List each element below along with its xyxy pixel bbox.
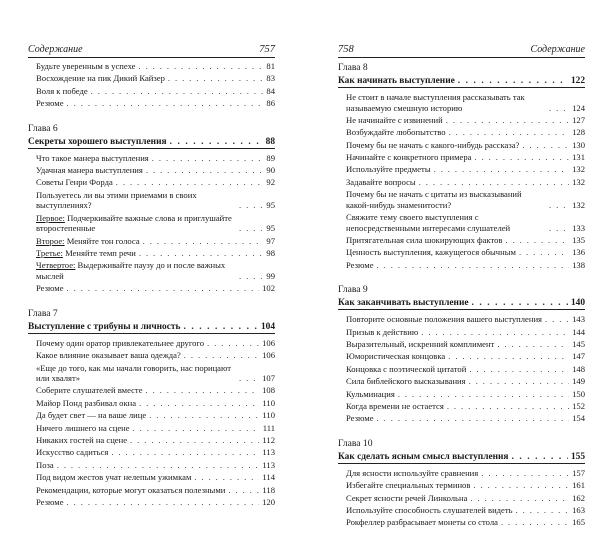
toc-entry [338, 517, 585, 528]
chapter-label: Глава 7 [28, 307, 58, 319]
toc-entry [28, 447, 275, 458]
toc-entry-page: 95 [266, 223, 275, 234]
dot-leader [228, 485, 259, 496]
toc-entry-title: Не начинайте с извинений [346, 114, 443, 125]
chapter-title [28, 322, 275, 334]
toc-entry [28, 165, 275, 176]
dot-leader [421, 327, 569, 338]
toc-entry [338, 468, 585, 479]
toc-entry [28, 423, 275, 434]
chapter-label: Глава 10 [338, 437, 373, 449]
toc-chapters [28, 123, 275, 508]
toc-entry [28, 98, 275, 109]
toc-entry-prefix: Четвертое: [36, 260, 76, 271]
toc-entry [338, 351, 585, 362]
toc-entry-page: 132 [572, 164, 585, 175]
toc-entry-page: 147 [572, 351, 585, 362]
toc-entry [338, 339, 585, 350]
toc-entry-page: 124 [572, 102, 585, 113]
dot-leader [481, 468, 569, 479]
toc-entry [28, 460, 275, 471]
toc-entry-title: Секрет ясности речей Линкольна [346, 492, 468, 503]
dot-leader [449, 127, 570, 138]
toc-entry-page: 81 [266, 61, 275, 71]
dot-leader [470, 493, 569, 504]
toc-entry-title: Пользуетесь ли вы этими приемами в своих выступлениях? [36, 189, 197, 211]
toc-entry-page: 128 [572, 127, 585, 138]
toc-entry-page: 145 [572, 339, 585, 350]
toc-entry-title: Какое влияние оказывает ваша одежда? [36, 350, 181, 361]
toc-entry [28, 73, 275, 84]
toc-entry-title: Соберите слушателей вместе [36, 385, 143, 396]
dot-leader [549, 223, 569, 234]
toc-entry-page: 99 [266, 270, 275, 281]
toc-entry-title: Под видом жестов учат нелепым ужимкам [36, 472, 192, 483]
toc-entry-title: «Еще до того, как мы начали говорить, нас порицают или хвалят» [36, 362, 232, 384]
toc-entry-title: Свяжите тему своего выступления с непосредственными интересами слушателей [346, 212, 511, 233]
dot-leader [469, 364, 569, 375]
toc-entry-title: Избегайте специальных терминов [346, 480, 471, 491]
chapter-title-text: Выступление с трибуны и личность [28, 321, 181, 332]
toc-entry-title: Никаких гостей на сцене [36, 435, 128, 446]
toc-entry [28, 497, 275, 508]
dot-leader [458, 76, 568, 86]
toc-entry [28, 236, 275, 247]
toc-entry-page: 135 [572, 235, 585, 246]
toc-entry [338, 189, 585, 210]
dot-leader [139, 248, 264, 259]
dot-leader [67, 497, 260, 508]
toc-entry-prefix: Первое: [36, 212, 65, 223]
toc-entry [338, 413, 585, 424]
chapter-title [338, 76, 585, 88]
toc-entry-title: Используйте способность слушателей видеть [346, 505, 513, 516]
toc-entry-page: 89 [266, 152, 275, 163]
toc-entry [338, 364, 585, 375]
chapter-title [28, 137, 275, 149]
toc-entry-title: Советы Генри Форда [36, 177, 113, 188]
toc-entry [28, 283, 275, 294]
left-page [28, 44, 275, 509]
toc-entry-page: 106 [262, 350, 275, 361]
toc-entry [28, 338, 275, 349]
dot-leader [419, 177, 569, 188]
toc-entry [338, 389, 585, 400]
dot-leader [239, 373, 259, 384]
toc-entry-title: Возбуждайте любопытство [346, 127, 446, 138]
toc-entry-title: Для ясности используйте сравнения [346, 467, 479, 478]
toc-entry [338, 260, 585, 271]
dot-leader [512, 452, 568, 462]
toc-entry [338, 140, 585, 151]
toc-entry-title: Резюме [36, 283, 64, 294]
toc-entry-title: Сила библейского высказывания [346, 376, 466, 387]
toc-entry-title: Поза [36, 459, 54, 470]
toc-entry-title: Искусство садиться [36, 447, 109, 458]
toc-entry-title: Четвертое: Выдерживайте паузу до и после важных мыслей [36, 260, 226, 281]
toc-entry-page: 165 [572, 517, 585, 528]
toc-entry-page: 107 [262, 373, 275, 384]
toc-entry-page: 149 [572, 376, 585, 387]
dot-leader [149, 410, 259, 421]
chapter-title [338, 298, 585, 310]
dot-leader [549, 200, 569, 211]
dot-leader [446, 115, 569, 126]
page-number: 758 [338, 44, 354, 55]
toc-entry-page: 127 [572, 114, 585, 125]
chapter-title [338, 452, 585, 464]
toc-entry-page: 148 [572, 363, 585, 374]
toc-entry-page: 138 [572, 259, 585, 270]
toc-entry [338, 247, 585, 258]
toc-entry-page: 157 [572, 467, 585, 478]
toc-entry-title: Задавайте вопросы [346, 176, 416, 187]
toc-entry [28, 350, 275, 361]
dot-leader [146, 385, 260, 396]
chapter-page: 88 [265, 136, 275, 147]
toc-entry-page: 97 [266, 235, 275, 246]
toc-entry-page: 154 [572, 413, 585, 424]
toc-entry-page: 152 [572, 401, 585, 412]
dot-leader [448, 351, 569, 362]
toc-entry-title: Ничего лишнего на сцене [36, 422, 130, 433]
toc-entry-title: Рекомендации, которые могут оказаться полезными [36, 484, 226, 495]
toc-entry [28, 213, 275, 234]
toc-entry-title: Рокфеллер разбрасывает монеты со стола [346, 517, 498, 528]
toc-entry-page: 86 [266, 98, 275, 109]
dot-leader [239, 271, 263, 282]
toc-entry-page: 113 [262, 447, 275, 458]
toc-entry-title: Не стоит в начале выступления рассказывать так называемую смешную историю [346, 92, 525, 113]
toc-entry-title: Начинайте с конкретного примера [346, 152, 472, 163]
dot-leader [519, 247, 569, 258]
toc-entry [28, 363, 275, 384]
dot-leader [138, 61, 263, 72]
dot-leader [377, 413, 570, 424]
toc-entry-page: 163 [572, 505, 585, 516]
chapter-label: Глава 8 [338, 62, 368, 73]
dot-leader [67, 283, 260, 294]
toc-entry [28, 410, 275, 421]
toc-entry [338, 152, 585, 163]
toc-entry-page: 114 [262, 472, 275, 483]
chapter-page: 155 [570, 451, 585, 462]
toc-entry [338, 212, 585, 233]
dot-leader [239, 200, 263, 211]
dot-leader [473, 480, 569, 491]
toc-entry [28, 86, 275, 97]
toc-entry [338, 480, 585, 491]
dot-leader [183, 322, 257, 332]
dot-leader [447, 401, 569, 412]
toc-entry [338, 115, 585, 126]
dot-leader [549, 103, 569, 114]
toc-entry-page: 118 [262, 484, 275, 495]
toc-entry [28, 61, 275, 72]
dot-leader [170, 137, 263, 147]
right-page [338, 44, 585, 530]
dot-leader [207, 338, 259, 349]
toc-entry-page: 143 [572, 314, 585, 325]
chapter-title-text: Как заканчивать выступление [338, 298, 469, 309]
toc-entry-page: 112 [262, 435, 275, 446]
toc-entry-title: Используйте предметы [346, 164, 431, 175]
dot-leader [434, 164, 570, 175]
toc-entry-title: Восхождение на пик Дикий Кайзер [36, 73, 165, 84]
toc-entry-page: 113 [262, 459, 275, 470]
toc-entry [28, 248, 275, 259]
dot-leader [522, 140, 569, 151]
toc-entry-page: 92 [266, 177, 275, 188]
toc-entry-page: 132 [572, 199, 585, 210]
toc-entry [338, 327, 585, 338]
toc-entry-page: 162 [572, 492, 585, 503]
dot-leader [130, 435, 259, 446]
dot-leader [239, 223, 263, 234]
toc-entry-page: 110 [262, 397, 275, 408]
toc-entry-title: Удачная манера выступления [36, 165, 143, 176]
toc-entry-title: Третье: Меняйте темп речи [36, 248, 136, 259]
toc-entry-title: Концовка с поэтической цитатой [346, 363, 467, 374]
toc-entry-page: 120 [262, 496, 275, 507]
dot-leader [194, 472, 259, 483]
chapter-title-text: Как сделать ясным смысл выступления [338, 451, 509, 462]
toc-entry-title: Выразительный, искренний комплимент [346, 339, 495, 350]
toc-entry-page: 150 [572, 388, 585, 399]
toc-entry [28, 260, 275, 281]
toc-entry [338, 235, 585, 246]
dot-leader [469, 376, 570, 387]
toc-entry-title: Кульминация [346, 388, 395, 399]
toc-entry-title: Первое: Подчеркивайте важные слова и приглушайте второстепенные [36, 212, 232, 234]
dot-leader [91, 86, 264, 97]
dot-leader [146, 165, 264, 176]
toc-entry-title: Второе: Меняйте тон голоса [36, 235, 140, 246]
toc-entry-title: Воля к победе [36, 85, 88, 96]
toc-entry-page: 108 [262, 385, 275, 396]
toc-entry-prefix: Второе: [36, 235, 65, 246]
header-title: Содержание [28, 44, 83, 55]
toc-entry [338, 127, 585, 138]
chapter-title-text: Секреты хорошего выступления [28, 136, 167, 147]
dot-leader [377, 260, 570, 271]
toc-entry-title: Юмористическая концовка [346, 351, 446, 362]
toc-entry-page: 83 [266, 73, 275, 84]
toc-entry-title: Будьте уверенным в успехе [36, 61, 136, 71]
page-number: 757 [259, 44, 275, 55]
toc-entry-page: 132 [572, 176, 585, 187]
chapter-page: 104 [260, 321, 275, 332]
dot-leader [398, 389, 569, 400]
toc-entry-title: Ценность выступления, кажущегося обычным [346, 247, 516, 258]
toc-entry-page: 161 [572, 480, 585, 491]
dot-leader [501, 517, 569, 528]
chapter-label: Глава 9 [338, 284, 368, 296]
dot-leader [168, 73, 264, 84]
toc-entry-title: Резюме [346, 413, 374, 424]
toc-entry-title: Повторите основные положения вашего выступления [346, 314, 542, 325]
toc-entry-page: 130 [572, 139, 585, 150]
chapter-page: 140 [570, 298, 585, 309]
toc-entry-title: Резюме [36, 98, 64, 109]
toc-chapters [338, 62, 585, 528]
dot-leader [116, 177, 264, 188]
toc-entry-title: Резюме [346, 259, 374, 270]
toc-entry [28, 153, 275, 164]
toc-entry [28, 435, 275, 446]
toc-entry-page: 110 [262, 410, 275, 421]
dot-leader [111, 447, 259, 458]
toc-entry [338, 92, 585, 113]
dot-leader [139, 398, 259, 409]
toc-entry-title: Почему бы не начать с какого-нибудь рассказа? [346, 139, 520, 150]
page-header [28, 44, 275, 58]
toc-entry-title: Майор Понд разбивал окна [36, 397, 137, 408]
toc-entry-page: 102 [262, 283, 275, 294]
toc-entry [28, 177, 275, 188]
toc-entry-title: Почему один оратор привлекательнее другого [36, 337, 205, 348]
page-header [338, 44, 585, 58]
toc-entry-page: 95 [266, 200, 275, 211]
toc-entry-page: 106 [262, 337, 275, 348]
toc-entry-title: Резюме [36, 496, 64, 507]
toc-entry [338, 376, 585, 387]
toc-entry-page: 111 [262, 422, 275, 433]
toc-entry-title: Да будет свет — на ваше лице [36, 410, 147, 421]
dot-leader [472, 298, 568, 308]
chapter-page: 122 [570, 76, 585, 86]
toc-entry [28, 385, 275, 396]
toc-entry [338, 314, 585, 325]
dot-leader [133, 423, 260, 434]
dot-leader [57, 460, 260, 471]
dot-leader [516, 505, 570, 516]
toc-entry-title: Призыв к действию [346, 326, 419, 337]
dot-leader [505, 235, 569, 246]
dot-leader [497, 339, 569, 350]
toc-entry-page: 144 [572, 326, 585, 337]
dot-leader [545, 314, 569, 325]
toc-entry-page: 84 [266, 85, 275, 96]
toc-entry-page: 131 [572, 152, 585, 163]
dot-leader [143, 236, 264, 247]
toc-entry-page: 98 [266, 248, 275, 259]
toc-entry [338, 493, 585, 504]
toc-entry-page: 90 [266, 165, 275, 176]
toc-entry-page: 136 [572, 247, 585, 258]
toc-section-continued [28, 61, 275, 109]
toc-entry-title: Притягательная сила шокирующих фактов [346, 235, 503, 246]
toc-entry [338, 401, 585, 412]
toc-entry [338, 177, 585, 188]
toc-entry [338, 164, 585, 175]
header-title: Содержание [530, 44, 585, 55]
dot-leader [474, 152, 569, 163]
toc-entry-title: Почему бы не начать с цитаты из высказываний какой-нибудь знаменитости? [346, 189, 522, 210]
toc-entry [28, 472, 275, 483]
dot-leader [67, 98, 264, 109]
toc-entry [28, 190, 275, 211]
toc-entry [28, 485, 275, 496]
toc-entry-prefix: Третье: [36, 248, 63, 259]
dot-leader [184, 350, 259, 361]
dot-leader [152, 153, 264, 164]
chapter-label: Глава 6 [28, 122, 58, 134]
toc-entry [28, 398, 275, 409]
toc-entry-title: Когда времени не остается [346, 401, 444, 412]
toc-entry [338, 505, 585, 516]
chapter-title-text: Как начинать выступление [338, 76, 455, 86]
toc-entry-page: 133 [572, 222, 585, 233]
toc-entry-title: Что такое манера выступления [36, 152, 149, 163]
